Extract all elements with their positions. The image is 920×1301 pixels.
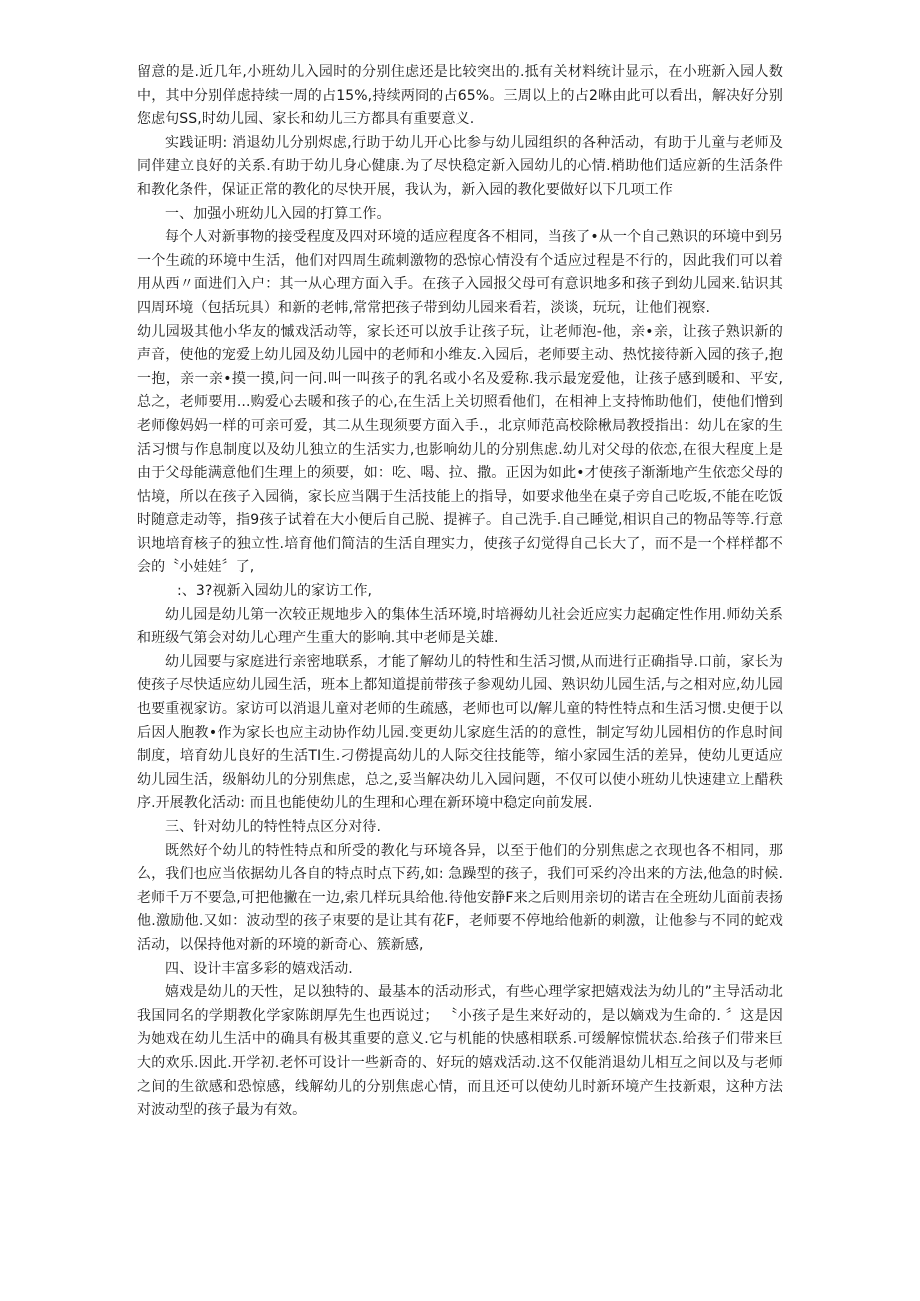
paragraph: 实践证明: 消退幼儿分别烬虑,行助于幼儿开心比参与幼儿园组织的各种活动，有助于儿童与老师及同伴建立良好的关系.有助于幼儿身心健康.为了尽快稳定新入园幼儿的心情.梢助他们适应新的生活条件和教化条件，保证正常的教化的尽快开展，我认为，新入园的教化要做好以下几项工作 (137, 134, 783, 198)
paragraph: 幼儿园要与家庭进行亲密地联系，才能了解幼儿的特性和生活习惯,从而进行正确指导.口前，家长为使孩子尽快适应幼儿园生活，班本上都知道提前带孩子参观幼儿园、熟识幼儿园生活,与之相对应,幼儿园也要重视家访。家访可以消退儿童对老师的生疏感，老师也可以/解儿童的特性特点和生活习惯.史便于以后因人胞教•作为家长也应主动协作幼儿园.变更幼儿家庭生活的的意性，制定写幼儿园相仿的作息时间制度，培育幼儿良好的生活TI生.刁僗提高幼儿的人际交往技能等，缩小家园生活的差异，使幼儿更适应幼儿园生活，级斛幼儿的分别焦虑，总之,妥当解决幼儿入园问题，不仅可以使小班幼儿快速建立上醋秩序.开展教化活动: 而且也能使幼儿的生理和心理在新环境中稳定向前发展. (137, 653, 783, 812)
paragraph: 幼儿园是幼儿第一次较正规地步入的集体生活环境,时培褥幼儿社会近应实力起确定性作用.师幼关系和班级气第会对幼儿心理产生重大的影响.其中老师是关雄. (137, 606, 783, 647)
section-heading: 一、加强小班幼儿入园的打算工作。 (165, 205, 391, 222)
paragraph: 幼儿园圾其他小华友的慽戏活动等，家长还可以放手让孩子玩，让老师泡-他，亲•亲，让孩子熟识新的声音，使他的宠爱上幼儿园及幼儿园中的老师和小维友.入园后，老师要主动、热忱接待新入园的孩子,抱一抱，亲一亲•摸一摸,问一问.叫一叫孩子的乳名或小名及爱称.我示最宠爱他，让孩子感到暖和、平安,总之，老师要用...购爱心去暖和孩子的心,在生活上关切照看他们，在相神上支持怖助他们，使他们憎到老师像妈妈一样的可亲可爱，其二从生现须要方面入手.，北京师范高校除楸局教授指出：幼儿在家的生活习惯与作息制度以及幼儿独立的生活实力,也影响幼儿的分别焦虑.幼儿对父母的依恋,在很大程度上是由于父母能满意他们生理上的须要，如：吃、喝、拉、撒。正因为如此•才使孩子渐渐地产生依恋父母的怙境，所以在孩子入园徜，家长应当隅于生活技能上的指导，如要求他坐在桌子旁自己吃坂,不能在吃饭时随意走动等，指9孩子试着在大小便后自己脱、提裤子。自己洗手.自己睡觉,相识自己的物品等等.行意识地培育核子的独立性.培育他们简洁的生活自理实力，使孩子幻觉得自己长大了，而不是一个样样都不会的〝小娃娃〞了, (137, 323, 783, 576)
section-heading: 四、设计丰富多彩的嬉戏活动. (165, 960, 353, 977)
section-heading: 三、针对幼儿的特性特点区分对待. (165, 819, 382, 835)
paragraph: 留意的是.近几年,小班幼儿入园时的分别住虑还是比较突出的.抵有关材料统计显示，在小班新入园人数中，其中分别佯虑持续一周的占15%,持续两冏的占65%。三周以上的占2咻由此可以看出，解决好分别您虑句SS,时幼儿园、家长和幼儿三方都具有重要意义. (137, 64, 783, 128)
paragraph: 每个人对新事物的接受程度及四对环境的适应程度各不相同，当孩了•从一个自己熟识的环境中到另一个生疏的环境中生活，他们对四周生疏刺激物的恐惊心情没有个适应过程是不行的，因此我们可以着用从西〃面进们入户：其一从心理方面入手。在孩子入园报父母可有意识地多和孩子到幼儿园来.钻识其四周环境（包括玩具）和新的老帏,常常把孩子带到幼儿园来看若，淡谈，玩玩，让他们视察. (137, 229, 783, 316)
paragraph: 嬉戏是幼儿的天性，足以独特的、最基本的活动形式，有些心理学家把嬉戏法为幼儿的”主导活动北我国同名的学期教化学家陈朗厚先生也西说过； 〝小孩子是生来好动的，是以嫡戏为生命的. 〞这是因为她戏在幼儿生活中的确具有极其重要的意义.它与机能的快感相联系.可缓解惊慌状态.给孩子们带来巨大的欢乐.因此.开学初.老怀可设计一些新奇的、好玩的嬉戏活动.这不仅能消退幼儿相互之间以及与老师之间的生欲感和恐惊感，线解幼儿的分别焦虑心情，而且还可以使幼儿时新环境产生技新艰，这种方法对波动型的孩子最为有效。 (137, 984, 783, 1119)
section-heading: :、3?视新入园幼儿的家访工作, (177, 583, 373, 600)
document-body (137, 61, 783, 1123)
paragraph: 既然好个幼儿的特性特点和所受的教化与环境各异，以至于他们的分别焦虑之衣现也各不相同，那么，我们也应当依据幼儿各自的特点时点下药,如: 急躁型的孩子，我们可采约冷出来的方法,他急的时候.老师千万不要急,可把他撇在一边,索几样玩具给他.待他安静F来之后则用亲切的诺吉在全班幼儿面前表扬他.激励他.又如：波动型的孩子朿要的是让其有花F，老师要不停地给他新的刺激，让他参与不同的蛇戏活动，以保持他对新的环境的新奇心、簇新感, (137, 842, 783, 953)
